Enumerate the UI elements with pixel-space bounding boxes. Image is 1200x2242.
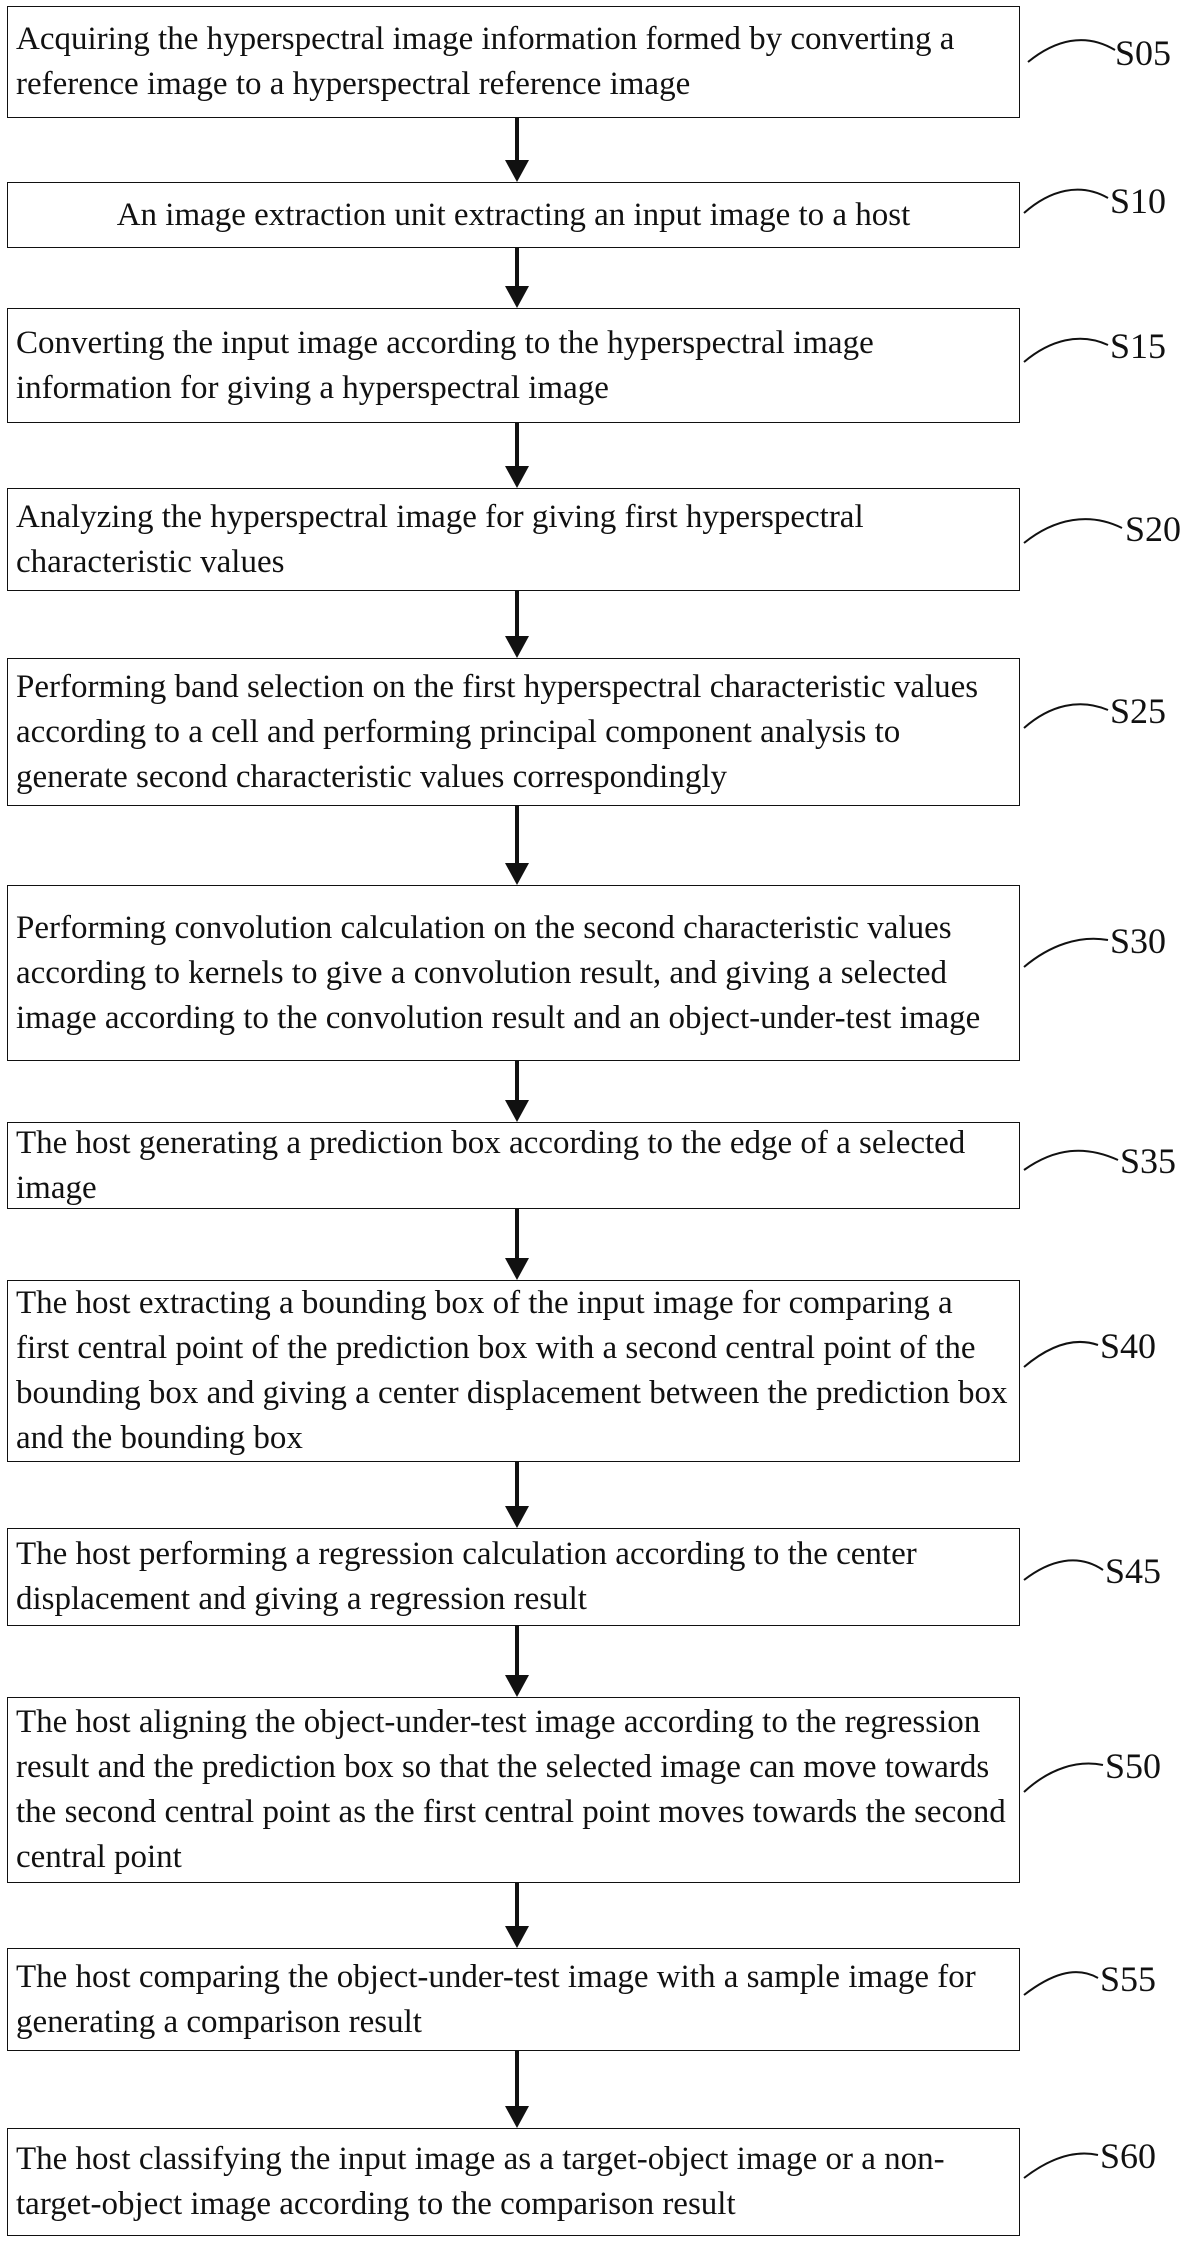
step-label-s60: S60	[1100, 2136, 1157, 2176]
step-text-s50: The host aligning the object-under-test image according to the regression result and the prediction box so that the selected image can move towards the second central point as the first central point moves towards the second central point	[16, 1704, 1006, 1875]
arrowhead-s55	[505, 1926, 529, 1948]
arrowhead-s50	[505, 1675, 529, 1697]
step-text-s05: Acquiring the hyperspectral image information formed by converting a reference image to a hyperspectral reference image	[16, 21, 955, 102]
step-label-s10: S10	[1110, 181, 1167, 221]
arrowhead-s20	[505, 466, 529, 488]
step-label-s40: S40	[1100, 1326, 1157, 1366]
arrowhead-s45	[505, 1506, 529, 1528]
step-label-s30: S30	[1110, 921, 1167, 961]
leader-line-s15	[1024, 339, 1108, 362]
arrowhead-s35	[505, 1100, 529, 1122]
leader-line-s60	[1024, 2154, 1098, 2178]
step-label-s05: S05	[1115, 33, 1172, 73]
step-label-s55: S55	[1100, 1959, 1157, 1999]
leader-line-s55	[1024, 1972, 1098, 1995]
leader-line-s25	[1024, 704, 1108, 728]
step-label-s20: S20	[1125, 509, 1182, 549]
arrowhead-s60	[505, 2106, 529, 2128]
leader-line-s20	[1024, 519, 1122, 543]
arrowhead-s10	[505, 160, 529, 182]
step-text-s40: The host extracting a bounding box of the input image for comparing a first central point of the prediction box with a second central point of the bounding box and giving a center displacement between the prediction box and the bounding box	[16, 1285, 1008, 1456]
step-text-s55: The host comparing the object-under-test image with a sample image for generating a comparison result	[16, 1958, 976, 2040]
leader-line-s05	[1028, 40, 1115, 62]
step-label-s35: S35	[1120, 1141, 1177, 1181]
step-text-s30: Performing convolution calculation on the second characteristic values according to kernels to give a convolution result, and giving a selected image according to the convolution result and an object-under-test image	[16, 909, 981, 1036]
leader-line-s40	[1024, 1342, 1098, 1367]
step-label-s45: S45	[1105, 1551, 1162, 1591]
leader-line-s45	[1024, 1560, 1103, 1580]
arrowhead-s25	[505, 636, 529, 658]
step-label-s15: S15	[1110, 326, 1167, 366]
step-text-s45: The host performing a regression calculation according to the center displacement and giving a regression result	[16, 1536, 917, 1617]
step-text-s60: The host classifying the input image as a target-object image or a non-target-object image according to the comparison result	[16, 2141, 945, 2222]
leader-line-s35	[1024, 1151, 1118, 1170]
step-text-s10: An image extraction unit extracting an input image to a host	[116, 196, 911, 233]
step-label-s25: S25	[1110, 691, 1167, 731]
step-label-s50: S50	[1105, 1746, 1162, 1786]
arrowhead-s30	[505, 863, 529, 885]
leader-line-s30	[1024, 939, 1108, 967]
leader-line-s50	[1024, 1764, 1103, 1792]
step-text-s20: Analyzing the hyperspectral image for giving first hyperspectral characteristic values	[16, 498, 864, 580]
step-text-s15: Converting the input image according to the hyperspectral image information for giving a hyperspectral image	[16, 324, 874, 406]
step-text-s25: Performing band selection on the first hyperspectral characteristic values according to a cell and performing principal component analysis to generate second characteristic values correspondingly	[16, 668, 979, 795]
leader-line-s10	[1024, 190, 1108, 213]
arrowhead-s40	[505, 1258, 529, 1280]
arrowhead-s15	[505, 286, 529, 308]
step-text-s35: The host generating a prediction box according to the edge of a selected image	[16, 1124, 966, 1206]
